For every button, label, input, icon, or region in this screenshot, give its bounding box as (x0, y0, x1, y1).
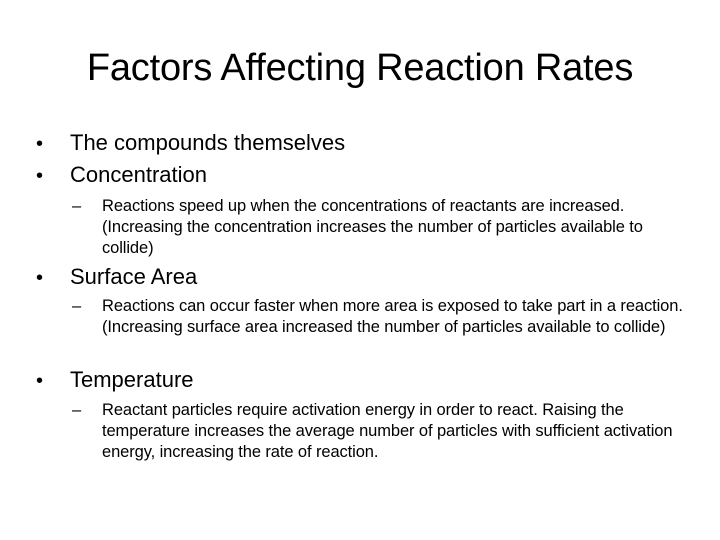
bullet-marker: • (36, 370, 44, 392)
bullet-compounds (36, 129, 696, 158)
bullet-marker: • (36, 267, 44, 289)
bullet-concentration (36, 161, 696, 190)
sub-bullet-marker: – (72, 297, 82, 315)
bullet-surface-area (36, 263, 696, 292)
bullet-label: The compounds themselves (70, 130, 346, 155)
sub-point-temperature (72, 400, 692, 463)
bullet-temperature (36, 366, 696, 395)
sub-point-text: Reactions can occur faster when more area is exposed to take part in a reaction. (Increasing surface area increased the number of particles available to collide) (102, 297, 683, 336)
sub-point-surface-area (72, 296, 692, 338)
sub-bullet-marker: – (72, 401, 82, 419)
sub-bullet-marker: – (72, 197, 82, 215)
sub-point-concentration (72, 196, 692, 259)
bullet-marker: • (36, 165, 44, 187)
bullet-label: Concentration (70, 162, 207, 187)
bullet-label: Surface Area (70, 264, 198, 289)
slide-title: Factors Affecting Reaction Rates (86, 47, 634, 89)
bullet-marker: • (36, 133, 44, 155)
sub-point-text: Reactant particles require activation energy in order to react. Raising the temperature increases the average number of particles with sufficient activation energy, increasing the rate of reaction. (102, 401, 673, 461)
bullet-label: Temperature (70, 367, 194, 392)
sub-point-text: Reactions speed up when the concentrations of reactants are increased. (Increasing the concentration increases the number of particles available to collide) (102, 197, 643, 257)
